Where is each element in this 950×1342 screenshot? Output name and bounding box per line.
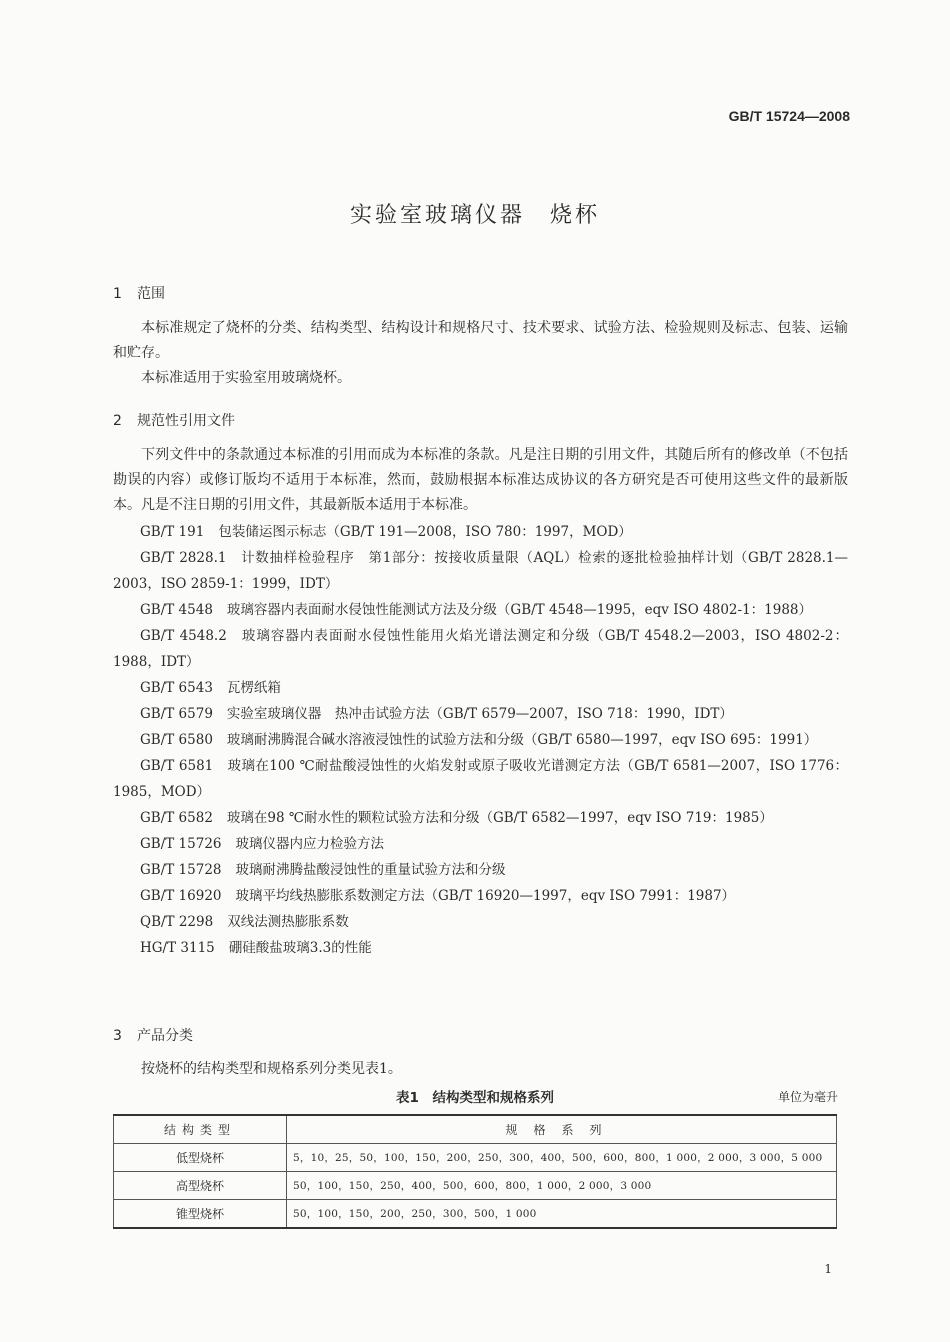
reference-code: GB/T 15726 xyxy=(140,836,222,852)
reference-title: 瓦楞纸箱 xyxy=(226,680,281,696)
section-3-body xyxy=(113,1057,848,1082)
reference-code: HG/T 3115 xyxy=(140,940,215,956)
table-header-row xyxy=(114,1115,837,1144)
reference-item xyxy=(113,727,848,753)
reference-item xyxy=(113,857,848,883)
reference-code: QB/T 2298 xyxy=(140,914,214,930)
reference-item xyxy=(113,623,848,675)
reference-title: 玻璃在100 ℃耐盐酸浸蚀性的火焰发射或原子吸收光谱测定方法（GB/T 6581—2007，ISO 1776：1985，MOD） xyxy=(113,758,849,800)
paragraph: 按烧杯的结构类型和规格系列分类见表1。 xyxy=(141,1061,402,1077)
reference-title: 计数抽样检验程序 第1部分：按接收质量限（AQL）检索的逐批检验抽样计划（GB/T 2828.1—2003，ISO 2859-1：1999，IDT） xyxy=(113,550,848,592)
reference-item xyxy=(113,519,848,545)
cell-spec: 50，100，150，250，400，500，600，800，1 000，2 000，3 000 xyxy=(287,1172,837,1200)
reference-title: 玻璃仪器内应力检验方法 xyxy=(235,836,384,852)
reference-item xyxy=(113,597,848,623)
reference-item xyxy=(113,545,848,597)
reference-item xyxy=(113,675,848,701)
table-row xyxy=(114,1172,837,1200)
reference-item xyxy=(113,753,848,805)
section-number: 2 xyxy=(113,413,122,429)
section-2-intro xyxy=(113,443,848,518)
reference-item xyxy=(113,883,848,909)
document-title: 实验室玻璃仪器 烧杯 xyxy=(349,203,600,228)
table-row xyxy=(114,1144,837,1172)
normative-references-list xyxy=(113,519,848,961)
table-unit-note: 单位为毫升 xyxy=(777,1090,838,1104)
paragraph: 本标准适用于实验室用玻璃烧杯。 xyxy=(141,370,351,386)
reference-item xyxy=(113,831,848,857)
reference-item xyxy=(113,935,848,961)
reference-title: 硼硅酸盐玻璃3.3的性能 xyxy=(228,940,372,956)
reference-item xyxy=(113,805,848,831)
reference-title: 玻璃容器内表面耐水侵蚀性能用火焰光谱法测定和分级（GB/T 4548.2—2003，ISO 4802-2：1988，IDT） xyxy=(113,628,848,670)
section-3-heading xyxy=(113,1025,193,1045)
cell-spec: 5，10，25，50，100，150，200，250，300，400，500，600，800，1 000，2 000，3 000，5 000 xyxy=(287,1144,837,1172)
page-number: 1 xyxy=(824,1262,832,1276)
section-number: 3 xyxy=(113,1028,122,1044)
cell-spec: 50，100，150，200，250，300，500，1 000 xyxy=(287,1200,837,1229)
section-title: 规范性引用文件 xyxy=(137,413,235,429)
reference-code: GB/T 4548 xyxy=(140,602,213,618)
spec-table xyxy=(113,1114,837,1229)
section-title: 范围 xyxy=(137,286,165,302)
section-number: 1 xyxy=(113,286,122,302)
reference-code: GB/T 2828.1 xyxy=(140,550,227,566)
reference-title: 包装储运图示标志（GB/T 191—2008，ISO 780：1997，MOD） xyxy=(218,524,632,540)
reference-code: GB/T 6543 xyxy=(140,680,213,696)
column-header-type: 结构类型 xyxy=(114,1115,287,1144)
paragraph: 下列文件中的条款通过本标准的引用而成为本标准的条款。凡是注日期的引用文件，其随后所有的修改单（不包括勘误的内容）或修订版均不适用于本标准，然而，鼓励根据本标准达成协议的各方研究是否可使用这些文件的最新版本。凡是不注日期的引用文件，其最新版本适用于本标准。 xyxy=(113,447,848,513)
table-caption: 表1 结构类型和规格系列 xyxy=(396,1090,554,1106)
reference-code: GB/T 15728 xyxy=(140,862,222,878)
standard-code: GB/T 15724—2008 xyxy=(728,108,850,124)
reference-code: GB/T 6581 xyxy=(140,758,214,774)
reference-item xyxy=(113,909,848,935)
table-row xyxy=(114,1200,837,1229)
reference-title: 玻璃平均线热膨胀系数测定方法（GB/T 16920—1997，eqv ISO 7991：1987） xyxy=(235,888,736,904)
reference-title: 玻璃耐沸腾混合碱水溶液浸蚀性的试验方法和分级（GB/T 6580—1997，eqv ISO 695：1991） xyxy=(226,732,818,748)
reference-title: 玻璃容器内表面耐水侵蚀性能测试方法及分级（GB/T 4548—1995，eqv ISO 4802-1：1988） xyxy=(226,602,813,618)
reference-item xyxy=(113,701,848,727)
column-header-spec: 规格系列 xyxy=(287,1115,837,1144)
paragraph: 本标准规定了烧杯的分类、结构类型、结构设计和规格尺寸、技术要求、试验方法、检验规则及标志、包装、运输和贮存。 xyxy=(113,320,848,361)
reference-code: GB/T 4548.2 xyxy=(140,628,227,644)
reference-title: 双线法测热膨胀系数 xyxy=(227,914,349,930)
cell-type: 低型烧杯 xyxy=(114,1144,287,1172)
section-title: 产品分类 xyxy=(137,1028,193,1044)
reference-code: GB/T 191 xyxy=(140,524,205,540)
reference-title: 玻璃在98 ℃耐水性的颗粒试验方法和分级（GB/T 6582—1997，eqv ISO 719：1985） xyxy=(226,810,773,826)
section-1-heading xyxy=(113,283,165,303)
reference-code: GB/T 6579 xyxy=(140,706,213,722)
reference-code: GB/T 6580 xyxy=(140,732,213,748)
cell-type: 高型烧杯 xyxy=(114,1172,287,1200)
section-1-body xyxy=(113,316,848,391)
reference-title: 实验室玻璃仪器 热冲击试验方法（GB/T 6579—2007，ISO 718：1990，IDT） xyxy=(226,706,733,722)
reference-title: 玻璃耐沸腾盐酸浸蚀性的重量试验方法和分级 xyxy=(235,862,506,878)
section-2-heading xyxy=(113,410,235,430)
reference-code: GB/T 16920 xyxy=(140,888,222,904)
cell-type: 锥型烧杯 xyxy=(114,1200,287,1229)
reference-code: GB/T 6582 xyxy=(140,810,213,826)
